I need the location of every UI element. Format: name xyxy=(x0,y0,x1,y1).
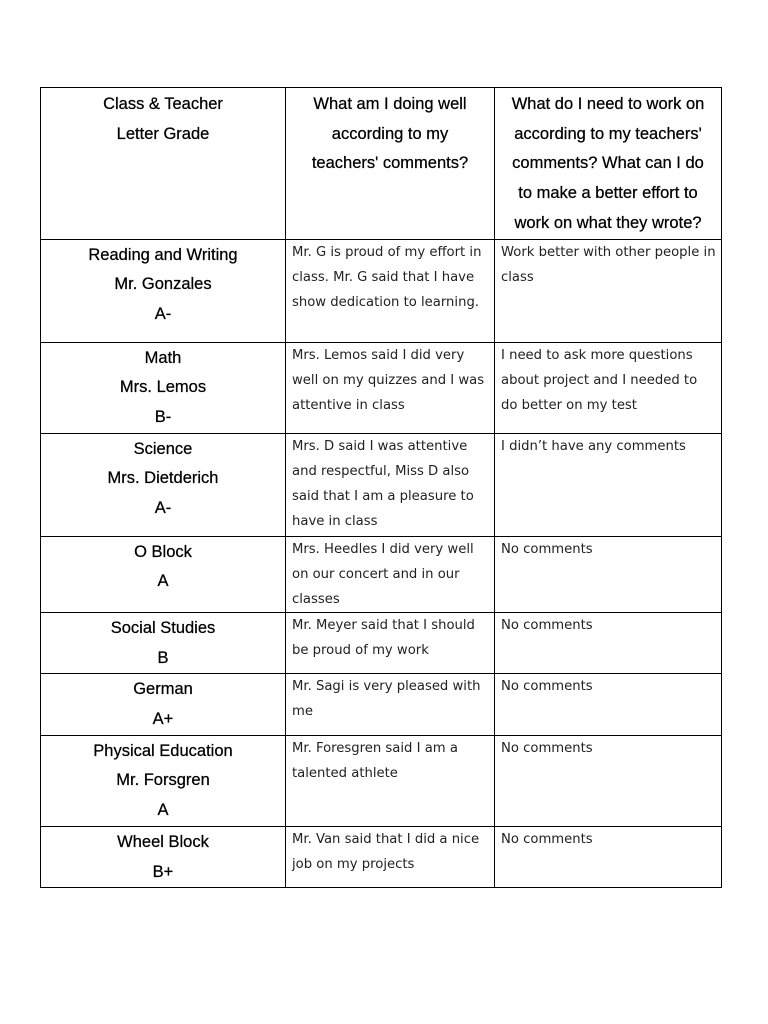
class-cell xyxy=(41,342,286,433)
header-line: Letter Grade xyxy=(116,124,210,143)
teacher-name: Mrs. Dietderich xyxy=(107,469,219,488)
table-row xyxy=(41,536,722,612)
class-name: Wheel Block xyxy=(117,832,209,851)
letter-grade: A xyxy=(157,572,169,591)
work-on-cell: I need to ask more questions about project and I needed to do better on my test xyxy=(495,342,722,433)
doing-well-cell: Mr. Sagi is very pleased with me xyxy=(286,674,495,735)
work-on-cell: No comments xyxy=(495,536,722,612)
header-line: What am I doing well xyxy=(313,95,467,113)
work-on-cell: I didn’t have any comments xyxy=(495,433,722,536)
table-row xyxy=(41,612,722,673)
letter-grade: B xyxy=(157,648,169,667)
class-name: Social Studies xyxy=(110,618,216,637)
doing-well-cell: Mr. Van said that I did a nice job on my projects xyxy=(286,826,495,887)
class-name: O Block xyxy=(134,542,192,561)
table-row xyxy=(41,433,722,536)
work-on-cell: No comments xyxy=(495,674,722,735)
class-name: German xyxy=(133,680,193,699)
table-row xyxy=(41,735,722,826)
header-work-on xyxy=(495,88,722,240)
table-row xyxy=(41,239,722,342)
class-cell xyxy=(41,826,286,887)
table-row xyxy=(41,674,722,735)
header-line: What do I need to work on xyxy=(511,95,705,113)
doing-well-cell: Mrs. Lemos said I did very well on my quizzes and I was attentive in class xyxy=(286,342,495,433)
table-row xyxy=(41,342,722,433)
teacher-name: Mrs. Lemos xyxy=(119,378,207,397)
header-line: comments? What can I do xyxy=(512,154,704,173)
grade-reflection-table xyxy=(40,87,722,888)
work-on-cell: No comments xyxy=(495,612,722,673)
letter-grade: A+ xyxy=(152,710,174,729)
class-cell xyxy=(41,536,286,612)
class-name: Math xyxy=(144,348,182,367)
teacher-name: Mr. Forsgren xyxy=(116,771,210,790)
work-on-cell: No comments xyxy=(495,826,722,887)
doing-well-cell: Mr. G is proud of my effort in class. Mr. G said that I have show dedication to learning. xyxy=(286,239,495,342)
class-cell xyxy=(41,735,286,826)
class-cell xyxy=(41,612,286,673)
header-line: work on what they wrote? xyxy=(514,213,702,232)
letter-grade: A- xyxy=(154,499,172,518)
header-line: Class & Teacher xyxy=(103,95,223,113)
letter-grade: B- xyxy=(154,407,172,426)
class-cell xyxy=(41,674,286,735)
teacher-name: Mr. Gonzales xyxy=(114,275,212,294)
class-name: Reading and Writing xyxy=(88,245,238,264)
doing-well-cell: Mrs. Heedles I did very well on our concert and in our classes xyxy=(286,536,495,612)
header-doing-well xyxy=(286,88,495,240)
class-name: Physical Education xyxy=(93,741,233,760)
table-row xyxy=(41,826,722,887)
work-on-cell: Work better with other people in class xyxy=(495,239,722,342)
work-on-cell: No comments xyxy=(495,735,722,826)
class-name: Science xyxy=(133,439,193,458)
class-cell xyxy=(41,433,286,536)
header-class-teacher-grade xyxy=(41,88,286,240)
header-line: teachers' comments? xyxy=(311,154,469,173)
letter-grade: A xyxy=(157,801,169,820)
header-line: according to my teachers' xyxy=(514,124,702,143)
letter-grade: B+ xyxy=(152,862,174,881)
header-line: to make a better effort to xyxy=(518,184,698,203)
class-cell xyxy=(41,239,286,342)
table-header-row xyxy=(41,88,722,240)
letter-grade: A- xyxy=(154,304,172,323)
doing-well-cell: Mrs. D said I was attentive and respectful, Miss D also said that I am a pleasure to have in class xyxy=(286,433,495,536)
doing-well-cell: Mr. Meyer said that I should be proud of my work xyxy=(286,612,495,673)
header-line: according to my xyxy=(331,124,449,143)
doing-well-cell: Mr. Foresgren said I am a talented athlete xyxy=(286,735,495,826)
